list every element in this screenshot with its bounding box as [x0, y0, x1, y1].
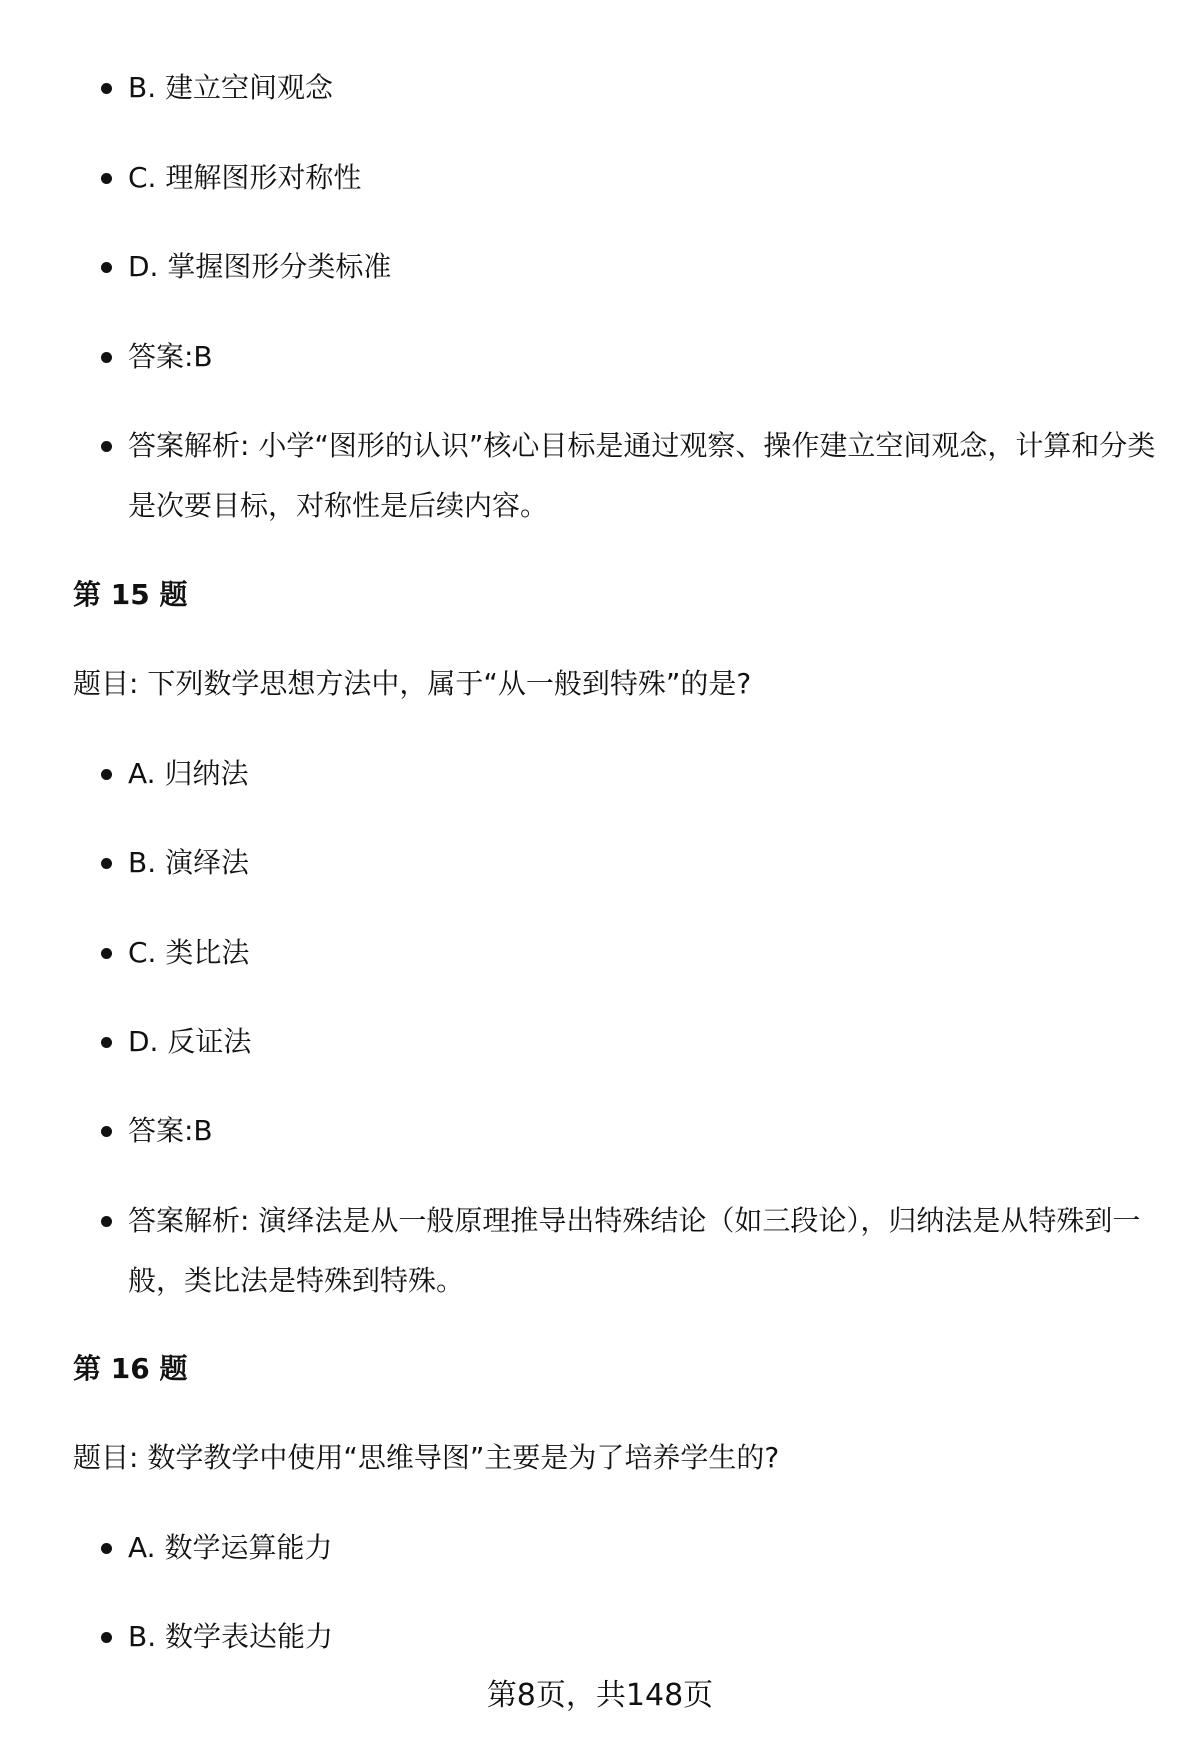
page-number-footer: 第8页，共148页	[486, 1678, 714, 1713]
q15-heading: 第 15 题	[73, 578, 188, 611]
q16-option-b: B. 数学表达能力	[128, 1607, 1160, 1667]
q15-answer: 答案:B	[128, 1101, 1160, 1161]
q16-heading: 第 16 题	[73, 1352, 188, 1385]
q15-option-d: D. 反证法	[128, 1012, 1160, 1072]
q16-option-a: A. 数学运算能力	[128, 1518, 1160, 1578]
q14-answer: 答案:B	[128, 327, 1160, 387]
q14-option-b: B. 建立空间观念	[128, 58, 1160, 118]
q15-question: 题目: 下列数学思想方法中，属于“从一般到特殊”的是?	[73, 667, 752, 700]
q16-question: 题目: 数学教学中使用“思维导图”主要是为了培养学生的?	[73, 1441, 780, 1474]
q15-explanation: 答案解析: 演绎法是从一般原理推导出特殊结论（如三段论），归纳法是从特殊到一般，类比法是特殊到特殊。	[128, 1191, 1160, 1311]
q14-explanation: 答案解析: 小学“图形的认识”核心目标是通过观察、操作建立空间观念，计算和分类是次要目标，对称性是后续内容。	[128, 416, 1160, 536]
q15-option-c: C. 类比法	[128, 923, 1160, 983]
q15-option-b: B. 演绎法	[128, 833, 1160, 893]
q15-option-a: A. 归纳法	[128, 744, 1160, 804]
q14-option-c: C. 理解图形对称性	[128, 148, 1160, 208]
q14-option-d: D. 掌握图形分类标准	[128, 237, 1160, 297]
